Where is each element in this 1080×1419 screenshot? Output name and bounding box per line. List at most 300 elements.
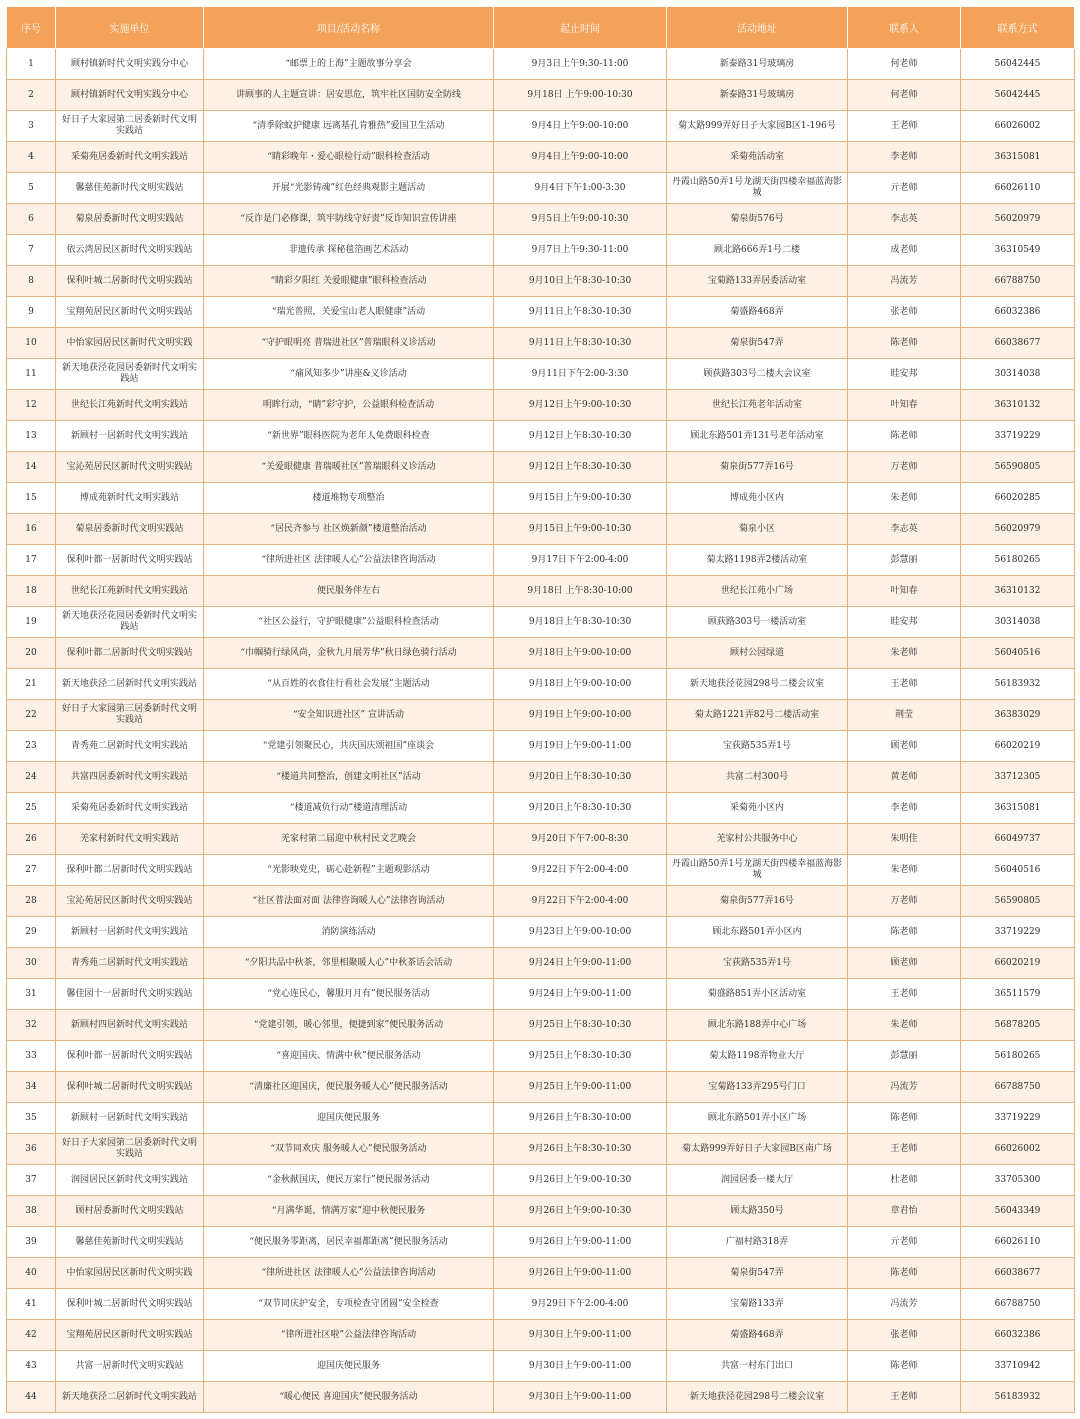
time-cell: 9月18日上午9:00-10:00 bbox=[494, 669, 667, 700]
time-cell: 9月3日上午9:30-11:00 bbox=[494, 49, 667, 80]
address-cell: 新天地获泾花园298号二楼会议室 bbox=[667, 669, 848, 700]
activity-cell: “痛风知多少”讲座&义诊活动 bbox=[204, 359, 494, 390]
index-cell: 7 bbox=[7, 235, 56, 266]
activity-cell: “瑞光普照，关爱宝山老人眼健康”活动 bbox=[204, 297, 494, 328]
contact-cell: 叶知春 bbox=[848, 576, 961, 607]
activity-cell: “党建引领，暖心邻里，便捷到家”便民服务活动 bbox=[204, 1010, 494, 1041]
contact-cell: 成老师 bbox=[848, 235, 961, 266]
address-cell: 宝菊路133弄居委活动室 bbox=[667, 266, 848, 297]
index-cell: 15 bbox=[7, 483, 56, 514]
contact-cell: 王老师 bbox=[848, 1134, 961, 1165]
address-cell: 新泰路31号玻璃房 bbox=[667, 49, 848, 80]
time-cell: 9月4日上午9:00-10:00 bbox=[494, 111, 667, 142]
unit-cell: 好日子大家园第二居委新时代文明实践站 bbox=[56, 1134, 204, 1165]
phone-cell: 66049737 bbox=[961, 824, 1075, 855]
phone-cell: 36315081 bbox=[961, 793, 1075, 824]
table-row bbox=[7, 328, 1075, 359]
phone-cell: 66038677 bbox=[961, 1258, 1075, 1289]
contact-cell: 冯流芳 bbox=[848, 1072, 961, 1103]
address-cell: 采菊苑小区内 bbox=[667, 793, 848, 824]
address-cell: 菊太路1221弄82号二楼活动室 bbox=[667, 700, 848, 731]
contact-cell: 陈老师 bbox=[848, 1351, 961, 1382]
unit-cell: 新顾村四居新时代文明实践站 bbox=[56, 1010, 204, 1041]
table-row bbox=[7, 917, 1075, 948]
time-cell: 9月18日上午8:30-10:30 bbox=[494, 607, 667, 638]
phone-cell: 66026002 bbox=[961, 1134, 1075, 1165]
index-cell: 43 bbox=[7, 1351, 56, 1382]
unit-cell: 保利叶城二居新时代文明实践站 bbox=[56, 266, 204, 297]
table-row bbox=[7, 762, 1075, 793]
unit-cell: 保利叶都一居新时代文明实践站 bbox=[56, 545, 204, 576]
time-cell: 9月7日上午9:30-11:00 bbox=[494, 235, 667, 266]
activity-cell: “睛彩晚年・爱心眼检行动”眼科检查活动 bbox=[204, 142, 494, 173]
contact-cell: 朱老师 bbox=[848, 483, 961, 514]
address-cell: 顾北东路501弄131号老年活动室 bbox=[667, 421, 848, 452]
time-cell: 9月20日上午8:30-10:30 bbox=[494, 762, 667, 793]
index-cell: 6 bbox=[7, 204, 56, 235]
header-phone: 联系方式 bbox=[961, 7, 1075, 49]
unit-cell: 保利叶都二居新时代文明实践站 bbox=[56, 855, 204, 886]
time-cell: 9月30日上午9:00-11:00 bbox=[494, 1382, 667, 1413]
phone-cell: 56020979 bbox=[961, 514, 1075, 545]
table-row bbox=[7, 1258, 1075, 1289]
time-cell: 9月26日上午8:30-10:30 bbox=[494, 1134, 667, 1165]
activity-cell: “金秋献国庆，便民万家行”便民服务活动 bbox=[204, 1165, 494, 1196]
index-cell: 39 bbox=[7, 1227, 56, 1258]
address-cell: 采菊苑活动室 bbox=[667, 142, 848, 173]
time-cell: 9月12日上午9:00-10:30 bbox=[494, 390, 667, 421]
index-cell: 11 bbox=[7, 359, 56, 390]
phone-cell: 33719229 bbox=[961, 1103, 1075, 1134]
address-cell: 丹霞山路50弄1号龙湖天街四楼幸福蓝海影城 bbox=[667, 855, 848, 886]
phone-cell: 33712305 bbox=[961, 762, 1075, 793]
table-row bbox=[7, 1041, 1075, 1072]
phone-cell: 66788750 bbox=[961, 266, 1075, 297]
time-cell: 9月25日上午9:00-11:00 bbox=[494, 1072, 667, 1103]
table-row bbox=[7, 204, 1075, 235]
contact-cell: 王老师 bbox=[848, 1382, 961, 1413]
address-cell: 菊泉小区 bbox=[667, 514, 848, 545]
unit-cell: 保利叶都二居新时代文明实践站 bbox=[56, 638, 204, 669]
table-row bbox=[7, 142, 1075, 173]
contact-cell: 李志英 bbox=[848, 514, 961, 545]
index-cell: 34 bbox=[7, 1072, 56, 1103]
table-row bbox=[7, 607, 1075, 638]
phone-cell: 33719229 bbox=[961, 917, 1075, 948]
table-row bbox=[7, 452, 1075, 483]
table-row bbox=[7, 1196, 1075, 1227]
index-cell: 25 bbox=[7, 793, 56, 824]
address-cell: 菊太路1198弄2楼活动室 bbox=[667, 545, 848, 576]
index-cell: 8 bbox=[7, 266, 56, 297]
time-cell: 9月11日下午2:00-3:30 bbox=[494, 359, 667, 390]
unit-cell: 馨慈佳苑新时代文明实践站 bbox=[56, 173, 204, 204]
activity-cell: “双节同欢庆 服务暖人心”便民服务活动 bbox=[204, 1134, 494, 1165]
address-cell: 菊泉街577弄16号 bbox=[667, 452, 848, 483]
activity-cell: 明眸行动，“睛”彩守护，公益眼科检查活动 bbox=[204, 390, 494, 421]
unit-cell: 世纪长江苑新时代文明实践站 bbox=[56, 390, 204, 421]
address-cell: 顾荻路303号一楼活动室 bbox=[667, 607, 848, 638]
time-cell: 9月11日上午8:30-10:30 bbox=[494, 297, 667, 328]
contact-cell: 眭安邦 bbox=[848, 607, 961, 638]
time-cell: 9月26日上午8:30-10:00 bbox=[494, 1103, 667, 1134]
activity-cell: “睛彩夕阳红 关爱眼健康”眼科检查活动 bbox=[204, 266, 494, 297]
activity-cell: 非遗传承 探秘毯箔画艺术活动 bbox=[204, 235, 494, 266]
contact-cell: 何老师 bbox=[848, 80, 961, 111]
contact-cell: 王老师 bbox=[848, 669, 961, 700]
table-row bbox=[7, 1165, 1075, 1196]
activity-cell: “光影映党史，砺心赴新程”主题观影活动 bbox=[204, 855, 494, 886]
address-cell: 宝菊路133弄 bbox=[667, 1289, 848, 1320]
phone-cell: 66026110 bbox=[961, 1227, 1075, 1258]
header-activity: 项目/活动名称 bbox=[204, 7, 494, 49]
activity-cell: “喜迎国庆、情满中秋”便民服务活动 bbox=[204, 1041, 494, 1072]
unit-cell: 菊泉居委新时代文明实践站 bbox=[56, 514, 204, 545]
unit-cell: 馨佳园十一居新时代文明实践站 bbox=[56, 979, 204, 1010]
unit-cell: 世纪长江苑新时代文明实践站 bbox=[56, 576, 204, 607]
unit-cell: 新顾村一居新时代文明实践站 bbox=[56, 1103, 204, 1134]
header-address: 活动地址 bbox=[667, 7, 848, 49]
address-cell: 菊泉街576号 bbox=[667, 204, 848, 235]
index-cell: 41 bbox=[7, 1289, 56, 1320]
index-cell: 40 bbox=[7, 1258, 56, 1289]
unit-cell: 采菊苑居委新时代文明实践站 bbox=[56, 142, 204, 173]
unit-cell: 采菊苑居委新时代文明实践站 bbox=[56, 793, 204, 824]
address-cell: 新泰路31号玻璃房 bbox=[667, 80, 848, 111]
table-row bbox=[7, 1382, 1075, 1413]
address-cell: 菊太路999弄好日子大家园B区南广场 bbox=[667, 1134, 848, 1165]
table-row bbox=[7, 979, 1075, 1010]
header-time: 起止时间 bbox=[494, 7, 667, 49]
address-cell: 菊盛路851弄小区活动室 bbox=[667, 979, 848, 1010]
address-cell: 顾村公园绿道 bbox=[667, 638, 848, 669]
phone-cell: 56020979 bbox=[961, 204, 1075, 235]
time-cell: 9月12日上午8:30-10:30 bbox=[494, 421, 667, 452]
time-cell: 9月19日上午9:00-10:00 bbox=[494, 700, 667, 731]
unit-cell: 共富四居委新时代文明实践站 bbox=[56, 762, 204, 793]
contact-cell: 荆莹 bbox=[848, 700, 961, 731]
address-cell: 菊泉街577弄16号 bbox=[667, 886, 848, 917]
address-cell: 顾荻路303号二楼大会议室 bbox=[667, 359, 848, 390]
index-cell: 37 bbox=[7, 1165, 56, 1196]
index-cell: 32 bbox=[7, 1010, 56, 1041]
phone-cell: 36310132 bbox=[961, 576, 1075, 607]
index-cell: 20 bbox=[7, 638, 56, 669]
address-cell: 宝荻路535弄1号 bbox=[667, 948, 848, 979]
header-index: 序号 bbox=[7, 7, 56, 49]
index-cell: 38 bbox=[7, 1196, 56, 1227]
time-cell: 9月20日下午7:00-8:30 bbox=[494, 824, 667, 855]
contact-cell: 朱老师 bbox=[848, 638, 961, 669]
unit-cell: 好日子大家园第二居委新时代文明实践站 bbox=[56, 111, 204, 142]
index-cell: 35 bbox=[7, 1103, 56, 1134]
time-cell: 9月26日上午9:00-11:00 bbox=[494, 1258, 667, 1289]
time-cell: 9月4日下午1:00-3:30 bbox=[494, 173, 667, 204]
activity-cell: 迎国庆便民服务 bbox=[204, 1103, 494, 1134]
phone-cell: 30314038 bbox=[961, 607, 1075, 638]
index-cell: 5 bbox=[7, 173, 56, 204]
unit-cell: 羌家村新时代文明实践站 bbox=[56, 824, 204, 855]
table-row bbox=[7, 235, 1075, 266]
phone-cell: 56183932 bbox=[961, 669, 1075, 700]
address-cell: 共富一村东门出口 bbox=[667, 1351, 848, 1382]
unit-cell: 润园居民区新时代文明实践站 bbox=[56, 1165, 204, 1196]
time-cell: 9月24日上午9:00-11:00 bbox=[494, 979, 667, 1010]
table-row bbox=[7, 886, 1075, 917]
activity-table-container bbox=[6, 6, 1074, 1413]
unit-cell: 保利叶都一居新时代文明实践站 bbox=[56, 1041, 204, 1072]
address-cell: 共富二村300号 bbox=[667, 762, 848, 793]
index-cell: 31 bbox=[7, 979, 56, 1010]
activity-cell: “律所进社区啦”公益法律咨询活动 bbox=[204, 1320, 494, 1351]
time-cell: 9月17日下午2:00-4:00 bbox=[494, 545, 667, 576]
header-contact: 联系人 bbox=[848, 7, 961, 49]
address-cell: 世纪长江苑老年活动室 bbox=[667, 390, 848, 421]
table-row bbox=[7, 49, 1075, 80]
activity-cell: “社区公益行，守护眼健康”公益眼科检查活动 bbox=[204, 607, 494, 638]
contact-cell: 杜老师 bbox=[848, 1165, 961, 1196]
table-row bbox=[7, 1072, 1075, 1103]
phone-cell: 56878205 bbox=[961, 1010, 1075, 1041]
contact-cell: 李老师 bbox=[848, 793, 961, 824]
activity-cell: “楼道减负行动”楼道清理活动 bbox=[204, 793, 494, 824]
table-row bbox=[7, 111, 1075, 142]
phone-cell: 36310549 bbox=[961, 235, 1075, 266]
address-cell: 新天地获泾花园298号二楼会议室 bbox=[667, 1382, 848, 1413]
table-row bbox=[7, 1103, 1075, 1134]
unit-cell: 青秀苑二居新时代文明实践站 bbox=[56, 731, 204, 762]
address-cell: 顾北东路501弄小区广场 bbox=[667, 1103, 848, 1134]
phone-cell: 56040516 bbox=[961, 855, 1075, 886]
unit-cell: 顾村居委新时代文明实践站 bbox=[56, 1196, 204, 1227]
contact-cell: 陈老师 bbox=[848, 1103, 961, 1134]
activity-cell: 羌家村第二届迎中秋村民文艺晚会 bbox=[204, 824, 494, 855]
phone-cell: 36383029 bbox=[961, 700, 1075, 731]
contact-cell: 顾老师 bbox=[848, 948, 961, 979]
table-row bbox=[7, 514, 1075, 545]
activity-cell: “关爱眼健康 普瑞暖社区”普瑞眼科义诊活动 bbox=[204, 452, 494, 483]
unit-cell: 宝翔苑居民区新时代文明实践站 bbox=[56, 1320, 204, 1351]
contact-cell: 章君怡 bbox=[848, 1196, 961, 1227]
index-cell: 10 bbox=[7, 328, 56, 359]
phone-cell: 33705300 bbox=[961, 1165, 1075, 1196]
contact-cell: 陈老师 bbox=[848, 917, 961, 948]
address-cell: 顾北东路188弄中心广场 bbox=[667, 1010, 848, 1041]
activity-cell: “社区普法面对面 法律咨询暖人心”法律咨询活动 bbox=[204, 886, 494, 917]
index-cell: 30 bbox=[7, 948, 56, 979]
contact-cell: 叶知春 bbox=[848, 390, 961, 421]
phone-cell: 66020219 bbox=[961, 731, 1075, 762]
contact-cell: 陈老师 bbox=[848, 421, 961, 452]
activity-cell: “清廉社区迎国庆，便民服务暖人心”便民服务活动 bbox=[204, 1072, 494, 1103]
contact-cell: 陈老师 bbox=[848, 1258, 961, 1289]
index-cell: 36 bbox=[7, 1134, 56, 1165]
phone-cell: 36310132 bbox=[961, 390, 1075, 421]
activity-cell: 开展“光影铸魂”红色经典观影主题活动 bbox=[204, 173, 494, 204]
contact-cell: 陈老师 bbox=[848, 328, 961, 359]
address-cell: 宝荻路535弄1号 bbox=[667, 731, 848, 762]
table-row bbox=[7, 1320, 1075, 1351]
contact-cell: 顾老师 bbox=[848, 731, 961, 762]
index-cell: 16 bbox=[7, 514, 56, 545]
address-cell: 广福村路318弄 bbox=[667, 1227, 848, 1258]
time-cell: 9月20日上午8:30-10:30 bbox=[494, 793, 667, 824]
time-cell: 9月11日上午8:30-10:30 bbox=[494, 328, 667, 359]
phone-cell: 66020219 bbox=[961, 948, 1075, 979]
table-row bbox=[7, 793, 1075, 824]
table-row bbox=[7, 1227, 1075, 1258]
phone-cell: 56042445 bbox=[961, 49, 1075, 80]
address-cell: 菊泉街547弄 bbox=[667, 328, 848, 359]
activity-cell: “律所进社区 法律暖人心”公益法律咨询活动 bbox=[204, 1258, 494, 1289]
table-row bbox=[7, 1010, 1075, 1041]
address-cell: 顾太路350号 bbox=[667, 1196, 848, 1227]
activity-cell: “党建引领聚民心，共庆国庆颂祖国”座谈会 bbox=[204, 731, 494, 762]
index-cell: 17 bbox=[7, 545, 56, 576]
table-row bbox=[7, 483, 1075, 514]
index-cell: 33 bbox=[7, 1041, 56, 1072]
phone-cell: 30314038 bbox=[961, 359, 1075, 390]
activity-cell: “清季除蚊护健康 远离基孔肯雅热”爱国卫生活动 bbox=[204, 111, 494, 142]
time-cell: 9月29日下午2:00-4:00 bbox=[494, 1289, 667, 1320]
table-row bbox=[7, 948, 1075, 979]
phone-cell: 66032386 bbox=[961, 297, 1075, 328]
activity-cell: “夕阳共品中秋茶，邻里相聚暖人心”中秋茶话会活动 bbox=[204, 948, 494, 979]
time-cell: 9月25日上午8:30-10:30 bbox=[494, 1041, 667, 1072]
index-cell: 28 bbox=[7, 886, 56, 917]
unit-cell: 宝翔苑居民区新时代文明实践站 bbox=[56, 297, 204, 328]
phone-cell: 66020285 bbox=[961, 483, 1075, 514]
table-row bbox=[7, 1134, 1075, 1165]
time-cell: 9月22日下午2:00-4:00 bbox=[494, 886, 667, 917]
time-cell: 9月22日下午2:00-4:00 bbox=[494, 855, 667, 886]
activity-cell: “安全知识进社区” 宣讲活动 bbox=[204, 700, 494, 731]
phone-cell: 66026110 bbox=[961, 173, 1075, 204]
table-row bbox=[7, 173, 1075, 204]
phone-cell: 56180265 bbox=[961, 545, 1075, 576]
table-row bbox=[7, 390, 1075, 421]
table-row bbox=[7, 80, 1075, 111]
unit-cell: 保利叶城二居新时代文明实践站 bbox=[56, 1289, 204, 1320]
unit-cell: 依云湾居民区新时代文明实践站 bbox=[56, 235, 204, 266]
address-cell: 菊盛路468弄 bbox=[667, 297, 848, 328]
time-cell: 9月18日上午9:00-10:00 bbox=[494, 638, 667, 669]
index-cell: 18 bbox=[7, 576, 56, 607]
table-row bbox=[7, 855, 1075, 886]
phone-cell: 33710942 bbox=[961, 1351, 1075, 1382]
phone-cell: 36511579 bbox=[961, 979, 1075, 1010]
activity-cell: “月满华诞，情满万家”迎中秋便民服务 bbox=[204, 1196, 494, 1227]
activity-cell: “律所进社区 法律暖人心”公益法律咨询活动 bbox=[204, 545, 494, 576]
unit-cell: 新天地获泾二居新时代文明实践站 bbox=[56, 1382, 204, 1413]
contact-cell: 冯流芳 bbox=[848, 1289, 961, 1320]
time-cell: 9月10日上午8:30-10:30 bbox=[494, 266, 667, 297]
table-row bbox=[7, 700, 1075, 731]
table-row bbox=[7, 638, 1075, 669]
unit-cell: 保利叶城二居新时代文明实践站 bbox=[56, 1072, 204, 1103]
table-row bbox=[7, 297, 1075, 328]
phone-cell: 56043349 bbox=[961, 1196, 1075, 1227]
address-cell: 菊太路999弄好日子大家园B区1-196号 bbox=[667, 111, 848, 142]
table-row bbox=[7, 576, 1075, 607]
unit-cell: 新顾村一居新时代文明实践站 bbox=[56, 917, 204, 948]
time-cell: 9月18日 上午8:30-10:00 bbox=[494, 576, 667, 607]
table-header-row bbox=[7, 7, 1075, 49]
activity-cell: “双节同庆护安全，专项检查守团圆”安全检查 bbox=[204, 1289, 494, 1320]
address-cell: 菊太路1198弄物业大厅 bbox=[667, 1041, 848, 1072]
index-cell: 23 bbox=[7, 731, 56, 762]
time-cell: 9月26日上午9:00-10:30 bbox=[494, 1196, 667, 1227]
activity-cell: “从百姓的衣食住行看社会发展”主题活动 bbox=[204, 669, 494, 700]
phone-cell: 56183932 bbox=[961, 1382, 1075, 1413]
contact-cell: 朱明佳 bbox=[848, 824, 961, 855]
index-cell: 24 bbox=[7, 762, 56, 793]
time-cell: 9月5日上午9:00-10:30 bbox=[494, 204, 667, 235]
contact-cell: 张老师 bbox=[848, 1320, 961, 1351]
unit-cell: 好日子大家园第三居委新时代文明实践站 bbox=[56, 700, 204, 731]
table-row bbox=[7, 1351, 1075, 1382]
index-cell: 4 bbox=[7, 142, 56, 173]
address-cell: 顾北路666弄1号二楼 bbox=[667, 235, 848, 266]
address-cell: 顾北东路501弄小区内 bbox=[667, 917, 848, 948]
contact-cell: 眭安邦 bbox=[848, 359, 961, 390]
unit-cell: 新天地获泾二居新时代文明实践站 bbox=[56, 669, 204, 700]
time-cell: 9月23日上午9:00-10:00 bbox=[494, 917, 667, 948]
time-cell: 9月30日上午9:00-11:00 bbox=[494, 1351, 667, 1382]
time-cell: 9月15日上午9:00-10:30 bbox=[494, 514, 667, 545]
unit-cell: 中怡家园居民区新时代文明实践 bbox=[56, 1258, 204, 1289]
activity-cell: 便民服务伴左右 bbox=[204, 576, 494, 607]
time-cell: 9月30日上午9:00-11:00 bbox=[494, 1320, 667, 1351]
contact-cell: 王老师 bbox=[848, 111, 961, 142]
time-cell: 9月18日 上午9:00-10:30 bbox=[494, 80, 667, 111]
contact-cell: 黄老师 bbox=[848, 762, 961, 793]
activity-cell: “新世界”眼科医院为老年人免费眼科检查 bbox=[204, 421, 494, 452]
phone-cell: 66038677 bbox=[961, 328, 1075, 359]
address-cell: 世纪长江苑小广场 bbox=[667, 576, 848, 607]
phone-cell: 56042445 bbox=[961, 80, 1075, 111]
unit-cell: 中怡家园居民区新时代文明实践 bbox=[56, 328, 204, 359]
phone-cell: 36315081 bbox=[961, 142, 1075, 173]
time-cell: 9月26日上午9:00-11:00 bbox=[494, 1227, 667, 1258]
index-cell: 1 bbox=[7, 49, 56, 80]
unit-cell: 顾村镇新时代文明实践分中心 bbox=[56, 49, 204, 80]
contact-cell: 朱老师 bbox=[848, 1010, 961, 1041]
unit-cell: 新天地获泾花园居委新时代文明实践站 bbox=[56, 359, 204, 390]
table-row bbox=[7, 421, 1075, 452]
unit-cell: 新天地获泾花园居委新时代文明实践站 bbox=[56, 607, 204, 638]
address-cell: 博成苑小区内 bbox=[667, 483, 848, 514]
contact-cell: 何老师 bbox=[848, 49, 961, 80]
contact-cell: 亓老师 bbox=[848, 173, 961, 204]
phone-cell: 66788750 bbox=[961, 1072, 1075, 1103]
activity-cell: “党心连民心，馨服月月有”便民服务活动 bbox=[204, 979, 494, 1010]
phone-cell: 56590805 bbox=[961, 452, 1075, 483]
address-cell: 羌家村公共服务中心 bbox=[667, 824, 848, 855]
address-cell: 菊盛路468弄 bbox=[667, 1320, 848, 1351]
contact-cell: 彭慧丽 bbox=[848, 1041, 961, 1072]
index-cell: 26 bbox=[7, 824, 56, 855]
activity-cell: 消防演练活动 bbox=[204, 917, 494, 948]
activity-cell: “暖心便民 喜迎国庆”便民服务活动 bbox=[204, 1382, 494, 1413]
phone-cell: 56040516 bbox=[961, 638, 1075, 669]
activity-cell: “巾帼骑行绿风尚，金秋九月展芳华”秋日绿色骑行活动 bbox=[204, 638, 494, 669]
activity-cell: “邮票上的上海”主题故事分享会 bbox=[204, 49, 494, 80]
contact-cell: 李志英 bbox=[848, 204, 961, 235]
unit-cell: 顾村镇新时代文明实践分中心 bbox=[56, 80, 204, 111]
time-cell: 9月25日上午8:30-10:30 bbox=[494, 1010, 667, 1041]
address-cell: 丹霞山路50弄1号龙湖天街四楼幸福蓝海影城 bbox=[667, 173, 848, 204]
